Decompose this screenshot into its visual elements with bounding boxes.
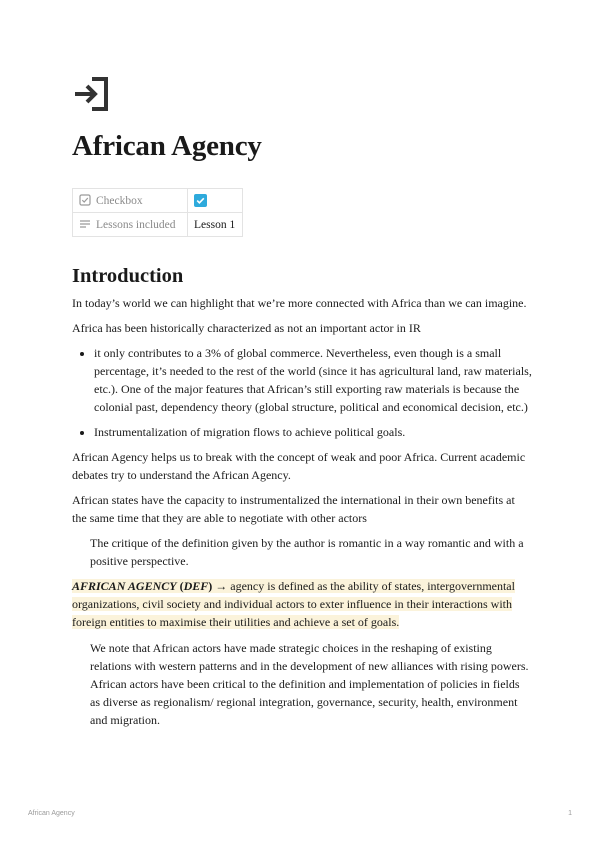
arrow-glyph: → (215, 579, 228, 593)
checkbox-icon (79, 194, 91, 206)
login-arrow-icon (72, 76, 112, 112)
properties-table (72, 188, 243, 237)
paragraph: African Agency helps us to break with the concept of weak and poor Africa. Current academic debates try to understand the African Agency. (72, 450, 526, 482)
section-heading: Introduction (72, 265, 184, 287)
property-value[interactable] (188, 189, 243, 213)
paragraph: Africa has been historically characterized as not an important actor in IR (72, 321, 421, 335)
page-number: 1 (568, 810, 572, 817)
definition-paragraph: AFRICAN AGENCY (DEF) → agency is defined as the ability of states, intergovernmental organizations, civil society and individual actors to exter influence in their interactions with foreign entities to maximise their utilities and achieve a set of goals. (72, 579, 515, 629)
property-row-lessons (73, 213, 243, 237)
footer-title: African Agency (28, 810, 75, 817)
text-lines-icon (79, 218, 91, 230)
indented-paragraph: The critique of the definition given by the author is romantic in a way romantic and with a positive perspective. (90, 536, 524, 568)
bullet-list (72, 344, 532, 441)
indented-paragraph: We note that African actors have made strategic choices in the reshaping of existing relations with western patterns and in the development of new alliances with rising powers. African actors have been critical to the definition and implementation of policies in fields as diverse as regionalism/ regional integration, governance, security, health, environment and migration. (90, 641, 529, 727)
property-row-checkbox (73, 189, 243, 213)
property-key (73, 189, 188, 213)
page-body (72, 294, 532, 736)
checked-checkbox[interactable] (194, 194, 207, 207)
page-title: African Agency (72, 130, 262, 162)
definition-text: agency is defined as the ability of states, intergovernmental organizations, civil society and individual actors to exter influence in their interactions with foreign entities to maximise their utilities and achieve a set of goals. (72, 579, 515, 629)
list-item: • Instrumentalization of migration flows to achieve political goals. (94, 423, 532, 441)
definition-term: AFRICAN AGENCY (72, 579, 177, 593)
property-label: Lessons included (96, 219, 176, 231)
paragraph: In today’s world we can highlight that we’re more connected with Africa than we can imagine. (72, 296, 527, 310)
property-label: Checkbox (96, 195, 143, 207)
paragraph: African states have the capacity to instrumentalized the international in their own benefits at the same time that they are able to negotiate with other actors (72, 493, 515, 525)
property-key (73, 213, 188, 237)
property-value[interactable]: Lesson 1 (188, 213, 243, 237)
list-item: • it only contributes to a 3% of global commerce. Nevertheless, even though is a small percentage, it’s needed to the rest of the world (since it has agricultural land, raw materials, etc.). One of the major features that African’s still exporting raw materials is because the colonial past, dependency theory (global structure, political and economical decision, etc.) (94, 344, 532, 416)
definition-tag: DEF (183, 579, 209, 593)
